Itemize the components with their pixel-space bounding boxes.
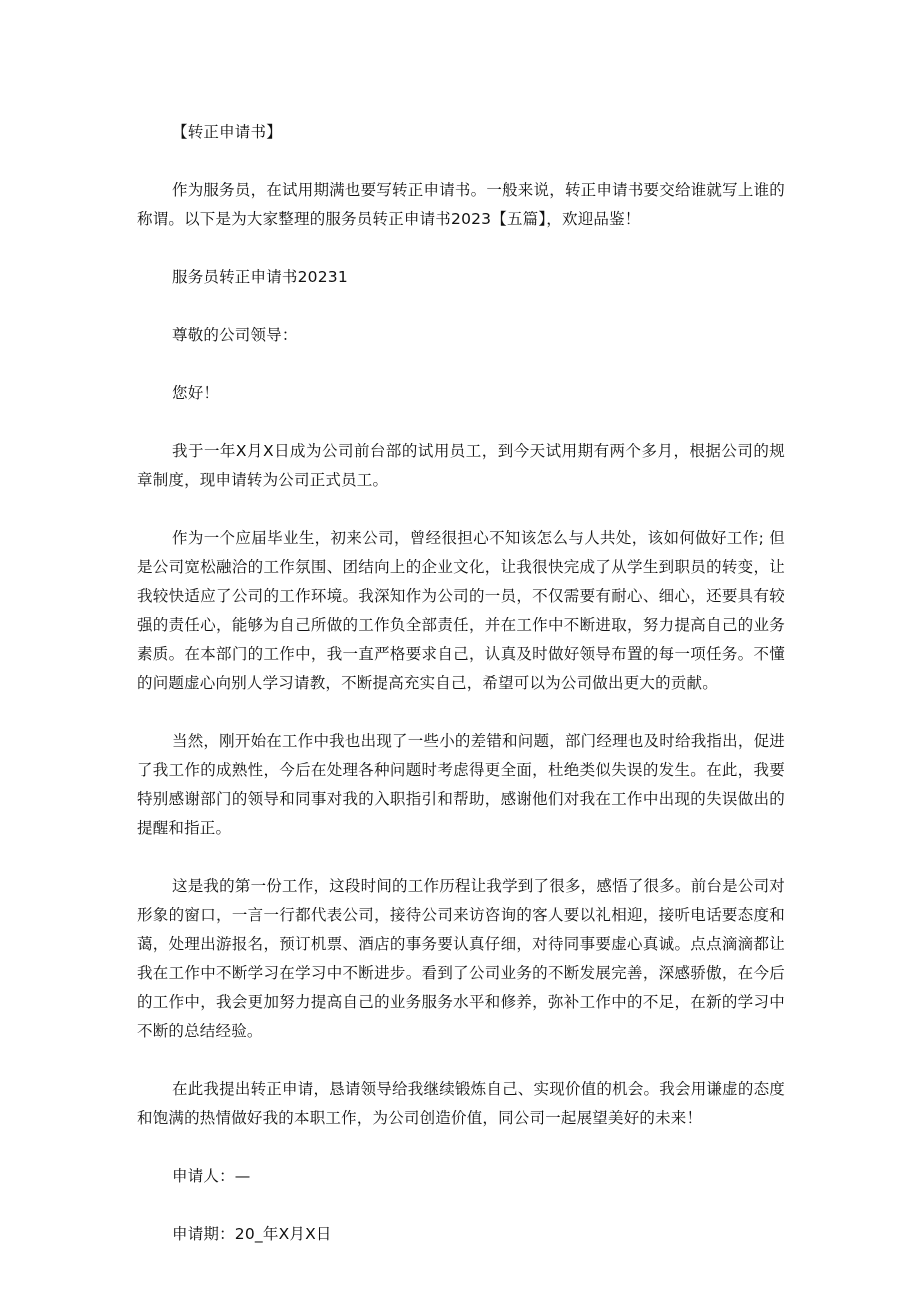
- body-paragraph: 这是我的第一份工作，这段时间的工作历程让我学到了很多，感悟了很多。前台是公司对形象的窗口，一言一行都代表公司，接待公司来访咨询的客人要以礼相迎，接听电话要态度和蔼，处理出游报名，预订机票、酒店的事务要认真仔细，对待同事要虚心真诚。点点滴滴都让我在工作中不断学习在学习中不断进步。看到了公司业务的不断发展完善，深感骄傲，在今后的工作中，我会更加努力提高自己的业务服务水平和修养，弥补工作中的不足，在新的学习中不断的总结经验。: [137, 877, 785, 1040]
- document-page: [137, 118, 785, 1249]
- body-paragraph: 作为一个应届毕业生，初来公司，曾经很担心不知该怎么与人共处，该如何做好工作; 但是公司宽松融洽的工作氛围、团结向上的企业文化，让我很快完成了从学生到职员的转变，让我较快适应了公司的工作环境。我深知作为公司的一员，不仅需要有耐心、细心，还要具有较强的责任心，能够为自己所做的工作负全部责任，并在工作中不断进取，努力提高自己的业务素质。在本部门的工作中，我一直严格要求自己，认真及时做好领导布置的每一项任务。不懂的问题虚心向别人学习请教，不断提高充实自己，希望可以为公司做出更大的贡献。: [137, 529, 785, 692]
- body-paragraph: 我于一年X月X日成为公司前台部的试用员工，到今天试用期有两个多月，根据公司的规章制度，现申请转为公司正式员工。: [137, 442, 785, 489]
- intro-paragraph: 作为服务员，在试用期满也要写转正申请书。一般来说，转正申请书要交给谁就写上谁的称谓。以下是为大家整理的服务员转正申请书2023【五篇】，欢迎品鉴！: [137, 181, 785, 228]
- applicant-line: 申请人：—: [172, 1167, 251, 1185]
- closing-paragraph: 在此我提出转正申请，恳请领导给我继续锻炼自己、实现价值的机会。我会用谦虚的态度和饱满的热情做好我的本职工作，为公司创造价值，同公司一起展望美好的未来！: [137, 1080, 785, 1127]
- greeting: 您好！: [172, 384, 220, 402]
- application-date-line: 申请期：20_年X月X日: [172, 1225, 332, 1243]
- salutation: 尊敬的公司领导：: [172, 326, 298, 344]
- section-title: 服务员转正申请书20231: [172, 268, 348, 286]
- body-paragraph: 当然，刚开始在工作中我也出现了一些小的差错和问题，部门经理也及时给我指出，促进了我工作的成熟性，今后在处理各种问题时考虑得更全面，杜绝类似失误的发生。在此，我要特别感谢部门的领导和同事对我的入职指引和帮助，感谢他们对我在工作中出现的失误做出的提醒和指正。: [137, 732, 785, 837]
- document-heading: 【转正申请书】: [172, 123, 282, 141]
